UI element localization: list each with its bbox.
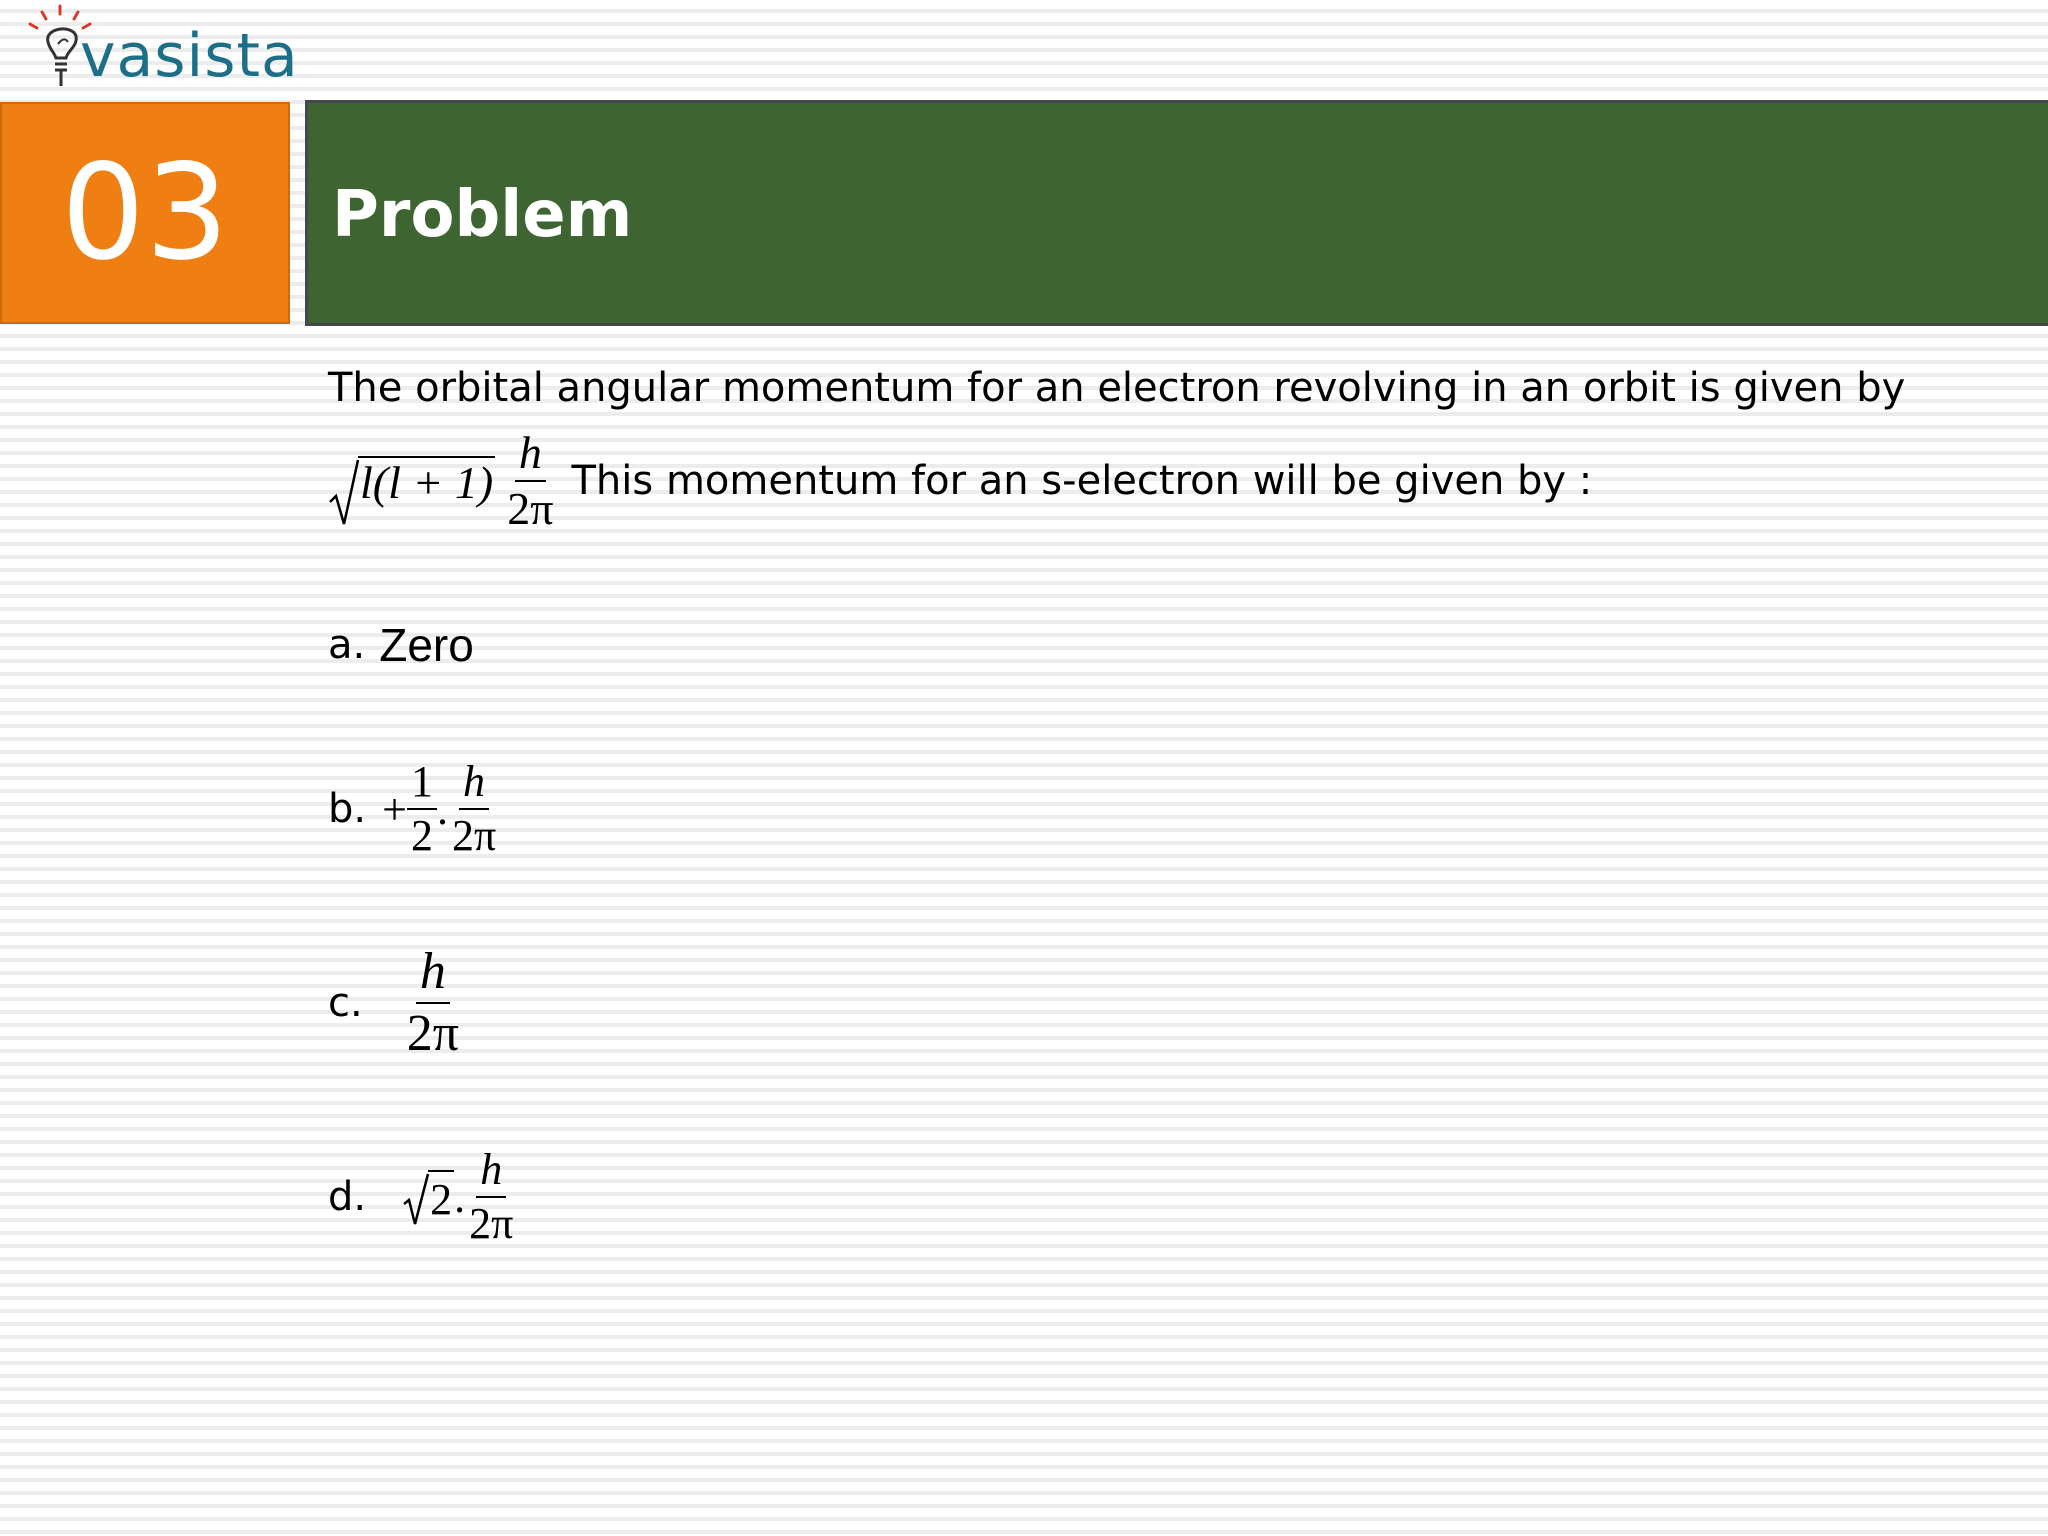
fraction-denominator: 2π [507,483,554,534]
page-title: Problem [332,178,633,252]
h-over-2pi [465,1145,517,1248]
h-over-2pi [503,427,557,534]
option-c-label: c. [328,980,363,1026]
question-line-2-text: This momentum for an s-electron will be given by : [571,458,1593,504]
question-line-2 [328,427,1593,534]
fraction-denominator: 2π [406,1005,459,1062]
one-half-fraction [407,757,437,860]
option-c[interactable] [328,943,463,1062]
slide-number: 03 [61,136,229,290]
dot-operator: . [454,1172,466,1222]
radicand: l(l + 1) [360,457,494,508]
logo-text: vasista [80,21,299,91]
slide-number-box [0,102,290,324]
title-bar [305,100,2048,326]
option-d-label: d. [328,1174,367,1220]
fraction-denominator: 2π [469,1199,514,1248]
h-over-2pi [403,943,463,1062]
option-a-text: Zero [379,619,474,671]
fraction-denominator: 2 [410,811,433,860]
plus-sign: + [382,784,407,834]
sqrt-two [402,1170,454,1225]
radical-sign-icon [402,1170,430,1226]
fraction-numerator: h [476,1148,506,1198]
fraction-numerator: h [416,946,450,1004]
vasista-logo [20,4,300,96]
radicand: 2 [428,1170,454,1225]
fraction-numerator: h [515,430,546,482]
option-d[interactable] [328,1145,517,1248]
question-line-1: The orbital angular momentum for an electron revolving in an orbit is given by [328,365,1906,411]
fraction-numerator: 1 [407,760,437,810]
radical-sign-icon [328,456,360,526]
option-a-label: a. [328,622,366,668]
option-a[interactable] [328,618,474,672]
h-over-2pi [448,757,500,860]
sqrt-formula [328,456,495,506]
fraction-denominator: 2π [451,811,497,860]
option-b[interactable] [328,757,500,860]
fraction-numerator: h [459,760,489,810]
option-b-label: b. [328,786,367,832]
dot-operator: . [436,784,448,834]
